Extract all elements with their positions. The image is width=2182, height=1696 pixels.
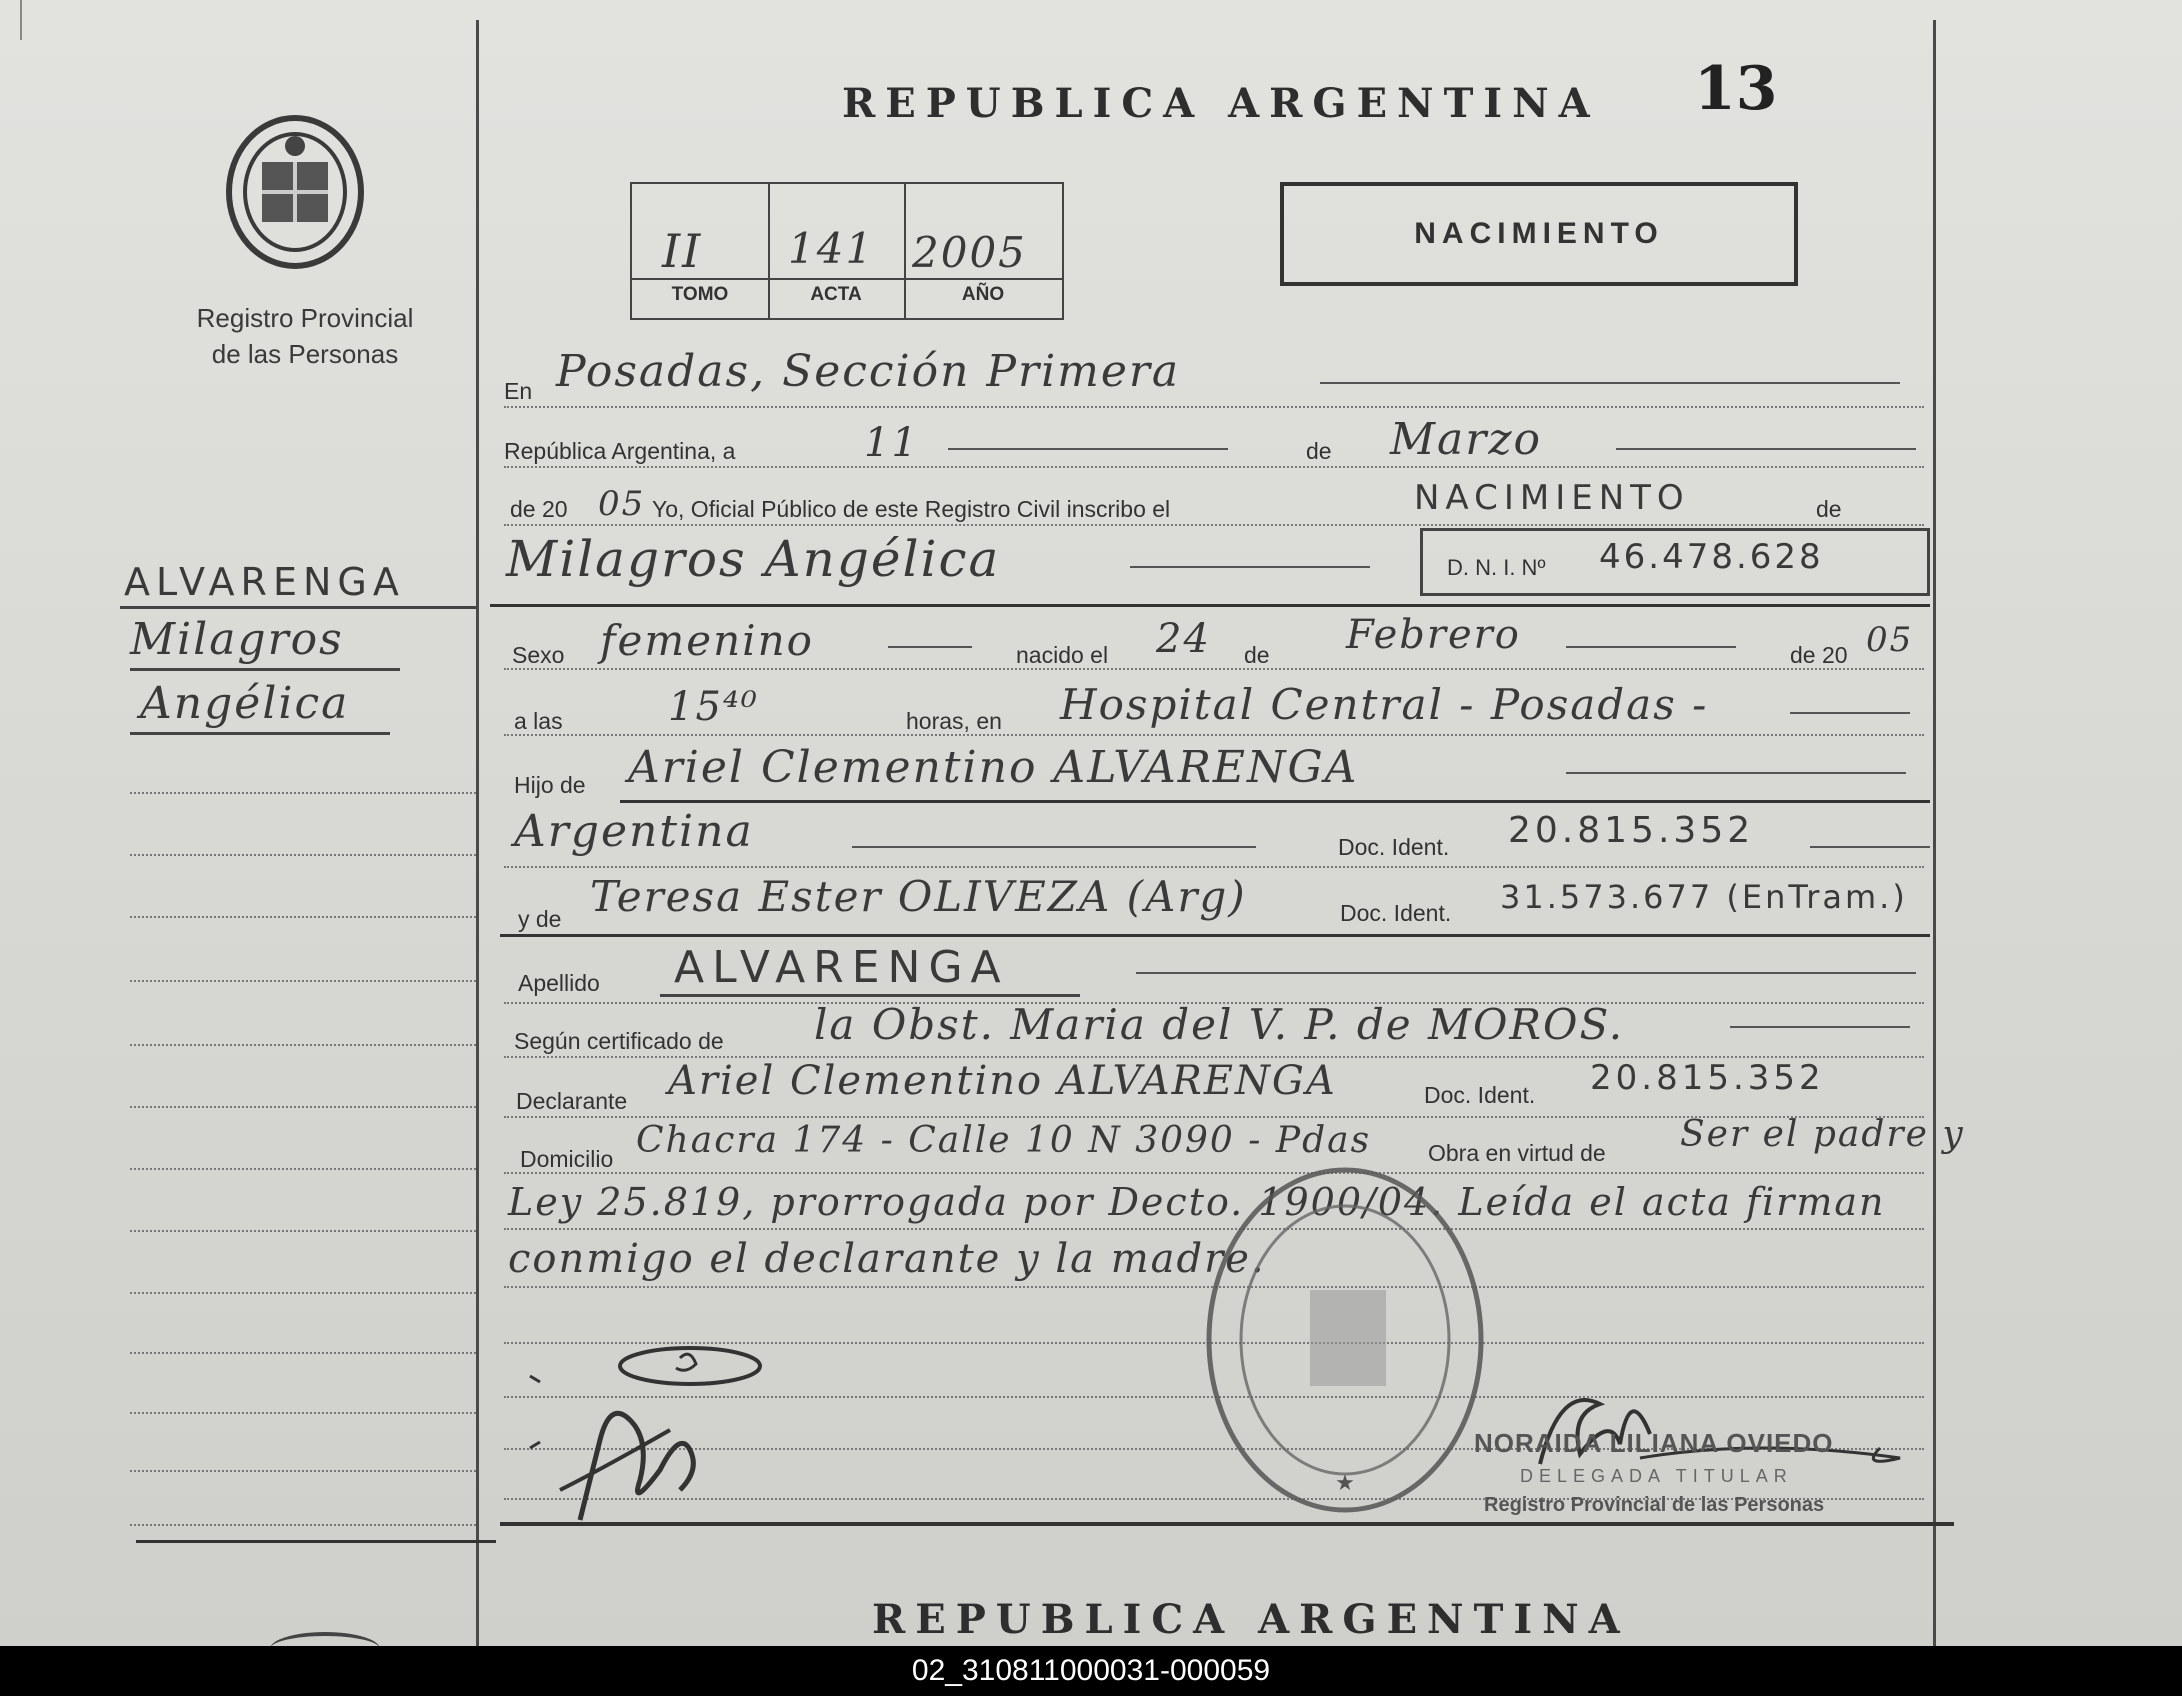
day-value: 11 — [864, 420, 919, 466]
official-stamp-icon — [1200, 1160, 1490, 1520]
child-name-value: Milagros Angélica — [506, 530, 1001, 588]
hour-value: 15⁴⁰ — [668, 684, 759, 730]
declarante-doc-label: Doc. Ident. — [1424, 1082, 1536, 1108]
ano-value: 2005 — [912, 228, 1027, 277]
signer-name: NORAIDA LILIANA OVIEDO — [1474, 1428, 1834, 1458]
horas-label: horas, en — [906, 708, 1002, 734]
birth-month-value: Febrero — [1346, 612, 1521, 658]
father-doc-value: 20.815.352 — [1508, 810, 1755, 851]
margin-surname: ALVARENGA — [124, 560, 405, 604]
next-seal-icon — [270, 1632, 380, 1646]
record-type-box: NACIMIENTO — [1280, 182, 1798, 286]
oficial-text: Yo, Oficial Público de este Registro Civil inscribo el — [652, 496, 1171, 522]
tomo-label: TOMO — [671, 284, 729, 305]
obra-value: Ser el padre y — [1680, 1114, 1965, 1155]
acta-value: 141 — [788, 224, 875, 273]
yde-label: y de — [518, 906, 562, 932]
nacido-label: nacido el — [1016, 642, 1109, 668]
tomo-value: II — [662, 224, 703, 278]
mother-value: Teresa Ester OLIVEZA (Arg) — [590, 872, 1247, 921]
declarante-value: Ariel Clementino ALVARENGA — [668, 1058, 1337, 1104]
obra-label: Obra en virtud de — [1428, 1140, 1606, 1166]
de-label: de — [1306, 438, 1332, 464]
dni-box — [1420, 528, 1930, 596]
dni-value: 46.478.628 — [1599, 537, 1824, 577]
segun-value: la Obst. Maria del V. P. de MOROS. — [814, 1000, 1625, 1049]
sexo-value: femenino — [600, 616, 814, 665]
registry-line-2: de las Personas — [211, 339, 399, 369]
header-title: REPUBLICA ARGENTINA — [842, 80, 1600, 127]
de-label-3: de — [1244, 642, 1270, 668]
apellido-label: Apellido — [518, 970, 600, 996]
declarante-doc-value: 20.815.352 — [1590, 1058, 1825, 1098]
page-number: 13 — [1694, 54, 1778, 124]
notes-line-2: conmigo el declarante y la madre. — [508, 1236, 1266, 1282]
margin-name-1: Milagros — [130, 614, 344, 665]
de20-label: de 20 — [1790, 642, 1848, 668]
year-prefix-label: de 20 — [510, 496, 568, 522]
dni-label: D. N. I. Nº — [1447, 555, 1546, 580]
segun-label: Según certificado de — [514, 1028, 724, 1054]
scan-id-bar: 02_310811000031-000059 — [0, 1646, 2182, 1696]
alas-label: a las — [514, 708, 563, 734]
father-value: Ariel Clementino ALVARENGA — [628, 742, 1359, 793]
en-label: En — [504, 378, 533, 404]
mother-doc-value: 31.573.677 (EnTram.) — [1500, 878, 1908, 916]
place-value: Posadas, Sección Primera — [556, 346, 1181, 397]
de-label-2: de — [1816, 496, 1842, 522]
domicilio-value: Chacra 174 - Calle 10 N 3090 - Pdas — [636, 1120, 1372, 1161]
margin-name-2: Angélica — [140, 678, 350, 729]
declarante-label: Declarante — [516, 1088, 628, 1114]
mother-doc-label: Doc. Ident. — [1340, 900, 1452, 926]
registry-name — [150, 300, 460, 372]
footer-title: REPUBLICA ARGENTINA — [872, 1596, 1630, 1643]
month-value: Marzo — [1390, 414, 1542, 465]
apellido-value: ALVARENGA — [674, 942, 1009, 993]
edge-mark — [20, 0, 22, 40]
ano-label: AÑO — [961, 284, 1005, 305]
reference-box — [630, 182, 1064, 320]
declarant-signature-icon — [520, 1330, 800, 1530]
acta-label: ACTA — [810, 284, 862, 305]
hijo-label: Hijo de — [514, 772, 586, 798]
registry-line-1: Registro Provincial — [196, 303, 414, 333]
signer-title: DELEGADA TITULAR — [1520, 1466, 1793, 1486]
sexo-label: Sexo — [512, 642, 565, 668]
provincial-seal-icon — [222, 112, 368, 272]
margin-rule — [476, 20, 479, 1646]
father-doc-label: Doc. Ident. — [1338, 834, 1450, 860]
year-suffix-value: 05 — [598, 484, 646, 524]
birth-day-value: 24 — [1156, 616, 1211, 662]
birth-year-value: 05 — [1866, 620, 1914, 660]
father-nationality-value: Argentina — [514, 806, 754, 857]
birth-place-value: Hospital Central - Posadas - — [1060, 680, 1709, 729]
republica-label: República Argentina, a — [504, 438, 736, 464]
domicilio-label: Domicilio — [520, 1146, 614, 1172]
inscribo-value: NACIMIENTO — [1414, 478, 1690, 518]
svg-text:★: ★ — [1335, 1471, 1355, 1496]
notes-line-1: Ley 25.819, prorrogada por Decto. 1900/04. Leída el acta firman — [508, 1180, 1886, 1224]
signer-office: Registro Provincial de las Personas — [1484, 1494, 1825, 1516]
